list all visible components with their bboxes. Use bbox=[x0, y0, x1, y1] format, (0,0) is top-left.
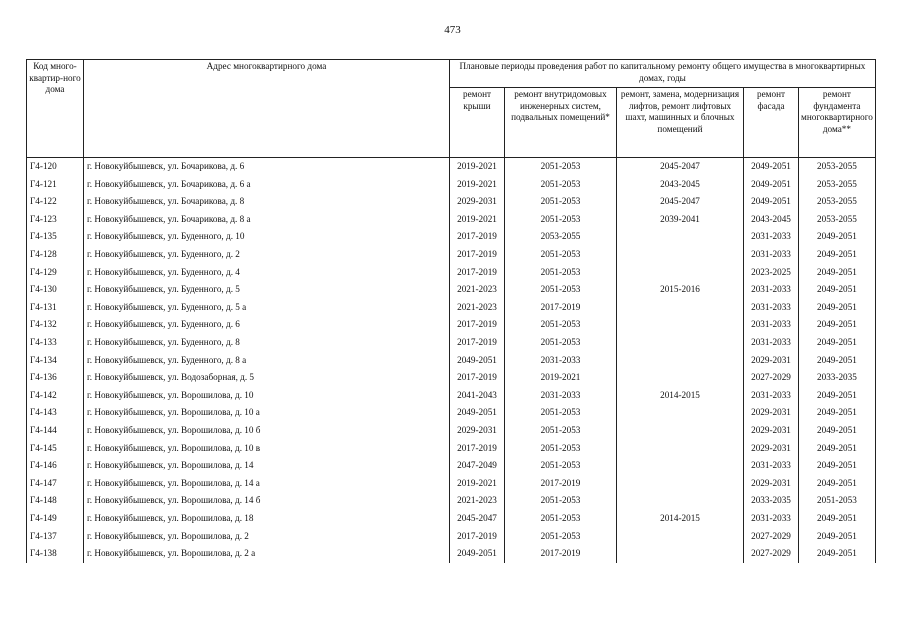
cell-engineering: 2051-2053 bbox=[505, 316, 617, 334]
cell-code: Г4-138 bbox=[27, 545, 84, 563]
cell-foundation: 2053-2055 bbox=[799, 193, 876, 211]
cell-facade: 2031-2033 bbox=[744, 510, 799, 528]
cell-engineering: 2053-2055 bbox=[505, 228, 617, 246]
table-row bbox=[27, 422, 876, 440]
cell-foundation: 2049-2051 bbox=[799, 246, 876, 264]
cell-facade: 2029-2031 bbox=[744, 404, 799, 422]
cell-code: Г4-142 bbox=[27, 387, 84, 405]
cell-lifts bbox=[617, 492, 744, 510]
cell-roof: 2019-2021 bbox=[450, 475, 505, 493]
cell-roof: 2017-2019 bbox=[450, 527, 505, 545]
cell-code: Г4-132 bbox=[27, 316, 84, 334]
cell-lifts bbox=[617, 457, 744, 475]
cell-facade: 2031-2033 bbox=[744, 246, 799, 264]
cell-code: Г4-129 bbox=[27, 264, 84, 282]
cell-facade: 2043-2045 bbox=[744, 211, 799, 229]
cell-lifts bbox=[617, 527, 744, 545]
table-row bbox=[27, 440, 876, 458]
table-row bbox=[27, 158, 876, 176]
column-header-facade: ремонт фасада bbox=[744, 88, 799, 158]
cell-facade: 2031-2033 bbox=[744, 387, 799, 405]
cell-engineering: 2051-2053 bbox=[505, 492, 617, 510]
table-header-row-top bbox=[27, 60, 876, 88]
cell-facade: 2031-2033 bbox=[744, 316, 799, 334]
cell-engineering: 2051-2053 bbox=[505, 457, 617, 475]
cell-engineering: 2051-2053 bbox=[505, 193, 617, 211]
cell-lifts: 2043-2045 bbox=[617, 176, 744, 194]
cell-lifts: 2015-2016 bbox=[617, 281, 744, 299]
cell-lifts: 2045-2047 bbox=[617, 158, 744, 176]
cell-facade: 2049-2051 bbox=[744, 158, 799, 176]
cell-engineering: 2017-2019 bbox=[505, 299, 617, 317]
cell-lifts bbox=[617, 246, 744, 264]
cell-lifts bbox=[617, 299, 744, 317]
cell-address: г. Новокуйбышевск, ул. Ворошилова, д. 10 в bbox=[84, 440, 450, 458]
cell-code: Г4-128 bbox=[27, 246, 84, 264]
cell-facade: 2049-2051 bbox=[744, 193, 799, 211]
cell-engineering: 2051-2053 bbox=[505, 510, 617, 528]
table-row bbox=[27, 228, 876, 246]
table-row bbox=[27, 369, 876, 387]
table-row bbox=[27, 246, 876, 264]
cell-engineering: 2051-2053 bbox=[505, 281, 617, 299]
table-row bbox=[27, 299, 876, 317]
cell-lifts bbox=[617, 352, 744, 370]
table-row bbox=[27, 176, 876, 194]
column-header-roof: ремонт крыши bbox=[450, 88, 505, 158]
cell-roof: 2017-2019 bbox=[450, 334, 505, 352]
cell-facade: 2027-2029 bbox=[744, 527, 799, 545]
cell-foundation: 2049-2051 bbox=[799, 404, 876, 422]
cell-facade: 2029-2031 bbox=[744, 440, 799, 458]
table-row bbox=[27, 264, 876, 282]
table-row bbox=[27, 334, 876, 352]
cell-roof: 2019-2021 bbox=[450, 158, 505, 176]
cell-code: Г4-134 bbox=[27, 352, 84, 370]
cell-address: г. Новокуйбышевск, ул. Ворошилова, д. 2 bbox=[84, 527, 450, 545]
cell-facade: 2029-2031 bbox=[744, 475, 799, 493]
cell-code: Г4-130 bbox=[27, 281, 84, 299]
column-header-code: Код много-квартир-ного дома bbox=[27, 60, 84, 158]
cell-facade: 2031-2033 bbox=[744, 281, 799, 299]
cell-roof: 2019-2021 bbox=[450, 211, 505, 229]
cell-roof: 2017-2019 bbox=[450, 228, 505, 246]
table-row bbox=[27, 527, 876, 545]
cell-facade: 2027-2029 bbox=[744, 545, 799, 563]
cell-code: Г4-137 bbox=[27, 527, 84, 545]
cell-roof: 2017-2019 bbox=[450, 440, 505, 458]
cell-engineering: 2051-2053 bbox=[505, 211, 617, 229]
cell-foundation: 2049-2051 bbox=[799, 299, 876, 317]
cell-code: Г4-120 bbox=[27, 158, 84, 176]
cell-engineering: 2031-2033 bbox=[505, 352, 617, 370]
cell-facade: 2029-2031 bbox=[744, 422, 799, 440]
cell-lifts bbox=[617, 404, 744, 422]
cell-address: г. Новокуйбышевск, ул. Бочарикова, д. 6 а bbox=[84, 176, 450, 194]
capital-repair-schedule-table bbox=[26, 59, 876, 563]
cell-foundation: 2049-2051 bbox=[799, 440, 876, 458]
cell-engineering: 2051-2053 bbox=[505, 404, 617, 422]
cell-code: Г4-123 bbox=[27, 211, 84, 229]
cell-engineering: 2017-2019 bbox=[505, 545, 617, 563]
table-row bbox=[27, 545, 876, 563]
cell-code: Г4-135 bbox=[27, 228, 84, 246]
cell-engineering: 2019-2021 bbox=[505, 369, 617, 387]
cell-roof: 2019-2021 bbox=[450, 176, 505, 194]
cell-lifts: 2039-2041 bbox=[617, 211, 744, 229]
table-row bbox=[27, 352, 876, 370]
cell-lifts bbox=[617, 475, 744, 493]
cell-engineering: 2051-2053 bbox=[505, 422, 617, 440]
cell-code: Г4-133 bbox=[27, 334, 84, 352]
column-header-periods: Плановые периоды проведения работ по капитальному ремонту общего имущества в многоквартирных домах, годы bbox=[450, 60, 876, 88]
cell-foundation: 2033-2035 bbox=[799, 369, 876, 387]
cell-address: г. Новокуйбышевск, ул. Ворошилова, д. 18 bbox=[84, 510, 450, 528]
page-number: 473 bbox=[444, 24, 461, 36]
cell-roof: 2017-2019 bbox=[450, 316, 505, 334]
column-header-address: Адрес многоквартирного дома bbox=[84, 60, 450, 158]
cell-roof: 2049-2051 bbox=[450, 404, 505, 422]
cell-lifts bbox=[617, 334, 744, 352]
table-row bbox=[27, 211, 876, 229]
cell-roof: 2045-2047 bbox=[450, 510, 505, 528]
table-row bbox=[27, 281, 876, 299]
cell-foundation: 2049-2051 bbox=[799, 264, 876, 282]
cell-engineering: 2051-2053 bbox=[505, 264, 617, 282]
column-header-engineering: ремонт внутридомовых инженерных систем, подвальных помещений* bbox=[505, 88, 617, 158]
cell-code: Г4-149 bbox=[27, 510, 84, 528]
cell-roof: 2021-2023 bbox=[450, 492, 505, 510]
cell-roof: 2049-2051 bbox=[450, 545, 505, 563]
cell-foundation: 2049-2051 bbox=[799, 422, 876, 440]
table-body bbox=[27, 158, 876, 563]
cell-lifts: 2045-2047 bbox=[617, 193, 744, 211]
cell-code: Г4-147 bbox=[27, 475, 84, 493]
cell-address: г. Новокуйбышевск, ул. Буденного, д. 4 bbox=[84, 264, 450, 282]
cell-code: Г4-122 bbox=[27, 193, 84, 211]
cell-facade: 2031-2033 bbox=[744, 334, 799, 352]
table-row bbox=[27, 316, 876, 334]
cell-engineering: 2051-2053 bbox=[505, 158, 617, 176]
cell-lifts bbox=[617, 440, 744, 458]
cell-code: Г4-148 bbox=[27, 492, 84, 510]
column-header-lifts: ремонт, замена, модернизация лифтов, ремонт лифтовых шахт, машинных и блочных помещений bbox=[617, 88, 744, 158]
cell-foundation: 2049-2051 bbox=[799, 228, 876, 246]
cell-foundation: 2049-2051 bbox=[799, 387, 876, 405]
column-header-foundation: ремонт фундамента многоквартирного дома** bbox=[799, 88, 876, 158]
cell-engineering: 2017-2019 bbox=[505, 475, 617, 493]
cell-address: г. Новокуйбышевск, ул. Буденного, д. 8 а bbox=[84, 352, 450, 370]
table-row bbox=[27, 457, 876, 475]
cell-roof: 2029-2031 bbox=[450, 422, 505, 440]
cell-engineering: 2051-2053 bbox=[505, 176, 617, 194]
cell-lifts bbox=[617, 228, 744, 246]
cell-foundation: 2051-2053 bbox=[799, 492, 876, 510]
cell-foundation: 2049-2051 bbox=[799, 510, 876, 528]
cell-lifts bbox=[617, 316, 744, 334]
cell-roof: 2017-2019 bbox=[450, 369, 505, 387]
cell-lifts: 2014-2015 bbox=[617, 510, 744, 528]
cell-address: г. Новокуйбышевск, ул. Ворошилова, д. 14 bbox=[84, 457, 450, 475]
table-row bbox=[27, 492, 876, 510]
cell-code: Г4-146 bbox=[27, 457, 84, 475]
cell-address: г. Новокуйбышевск, ул. Буденного, д. 6 bbox=[84, 316, 450, 334]
cell-engineering: 2051-2053 bbox=[505, 440, 617, 458]
cell-foundation: 2049-2051 bbox=[799, 352, 876, 370]
cell-facade: 2049-2051 bbox=[744, 176, 799, 194]
table-row bbox=[27, 193, 876, 211]
cell-facade: 2031-2033 bbox=[744, 299, 799, 317]
cell-facade: 2031-2033 bbox=[744, 457, 799, 475]
cell-engineering: 2051-2053 bbox=[505, 246, 617, 264]
cell-roof: 2041-2043 bbox=[450, 387, 505, 405]
cell-address: г. Новокуйбышевск, ул. Водозаборная, д. 5 bbox=[84, 369, 450, 387]
cell-address: г. Новокуйбышевск, ул. Буденного, д. 2 bbox=[84, 246, 450, 264]
cell-foundation: 2049-2051 bbox=[799, 281, 876, 299]
cell-foundation: 2049-2051 bbox=[799, 527, 876, 545]
cell-address: г. Новокуйбышевск, ул. Ворошилова, д. 14 а bbox=[84, 475, 450, 493]
cell-foundation: 2049-2051 bbox=[799, 475, 876, 493]
cell-roof: 2021-2023 bbox=[450, 299, 505, 317]
table-row bbox=[27, 510, 876, 528]
cell-foundation: 2053-2055 bbox=[799, 211, 876, 229]
table-row bbox=[27, 475, 876, 493]
cell-address: г. Новокуйбышевск, ул. Ворошилова, д. 10 б bbox=[84, 422, 450, 440]
cell-foundation: 2049-2051 bbox=[799, 457, 876, 475]
cell-code: Г4-144 bbox=[27, 422, 84, 440]
cell-address: г. Новокуйбышевск, ул. Буденного, д. 5 а bbox=[84, 299, 450, 317]
cell-foundation: 2053-2055 bbox=[799, 158, 876, 176]
cell-roof: 2017-2019 bbox=[450, 264, 505, 282]
cell-roof: 2017-2019 bbox=[450, 246, 505, 264]
cell-lifts bbox=[617, 264, 744, 282]
cell-code: Г4-145 bbox=[27, 440, 84, 458]
cell-engineering: 2051-2053 bbox=[505, 334, 617, 352]
cell-address: г. Новокуйбышевск, ул. Буденного, д. 5 bbox=[84, 281, 450, 299]
cell-facade: 2027-2029 bbox=[744, 369, 799, 387]
table-row bbox=[27, 404, 876, 422]
cell-address: г. Новокуйбышевск, ул. Буденного, д. 10 bbox=[84, 228, 450, 246]
cell-code: Г4-143 bbox=[27, 404, 84, 422]
cell-foundation: 2053-2055 bbox=[799, 176, 876, 194]
cell-address: г. Новокуйбышевск, ул. Бочарикова, д. 6 bbox=[84, 158, 450, 176]
cell-address: г. Новокуйбышевск, ул. Ворошилова, д. 2 а bbox=[84, 545, 450, 563]
cell-lifts bbox=[617, 369, 744, 387]
cell-address: г. Новокуйбышевск, ул. Ворошилова, д. 10 bbox=[84, 387, 450, 405]
cell-foundation: 2049-2051 bbox=[799, 545, 876, 563]
cell-foundation: 2049-2051 bbox=[799, 334, 876, 352]
cell-lifts: 2014-2015 bbox=[617, 387, 744, 405]
cell-address: г. Новокуйбышевск, ул. Бочарикова, д. 8 bbox=[84, 193, 450, 211]
cell-facade: 2033-2035 bbox=[744, 492, 799, 510]
table-row bbox=[27, 387, 876, 405]
cell-lifts bbox=[617, 422, 744, 440]
cell-lifts bbox=[617, 545, 744, 563]
cell-address: г. Новокуйбышевск, ул. Ворошилова, д. 10 а bbox=[84, 404, 450, 422]
cell-facade: 2029-2031 bbox=[744, 352, 799, 370]
cell-roof: 2047-2049 bbox=[450, 457, 505, 475]
cell-address: г. Новокуйбышевск, ул. Ворошилова, д. 14 б bbox=[84, 492, 450, 510]
cell-roof: 2021-2023 bbox=[450, 281, 505, 299]
cell-code: Г4-136 bbox=[27, 369, 84, 387]
cell-roof: 2049-2051 bbox=[450, 352, 505, 370]
cell-address: г. Новокуйбышевск, ул. Буденного, д. 8 bbox=[84, 334, 450, 352]
cell-engineering: 2051-2053 bbox=[505, 527, 617, 545]
cell-address: г. Новокуйбышевск, ул. Бочарикова, д. 8 а bbox=[84, 211, 450, 229]
cell-facade: 2023-2025 bbox=[744, 264, 799, 282]
cell-engineering: 2031-2033 bbox=[505, 387, 617, 405]
cell-roof: 2029-2031 bbox=[450, 193, 505, 211]
cell-foundation: 2049-2051 bbox=[799, 316, 876, 334]
cell-code: Г4-121 bbox=[27, 176, 84, 194]
cell-code: Г4-131 bbox=[27, 299, 84, 317]
cell-facade: 2031-2033 bbox=[744, 228, 799, 246]
